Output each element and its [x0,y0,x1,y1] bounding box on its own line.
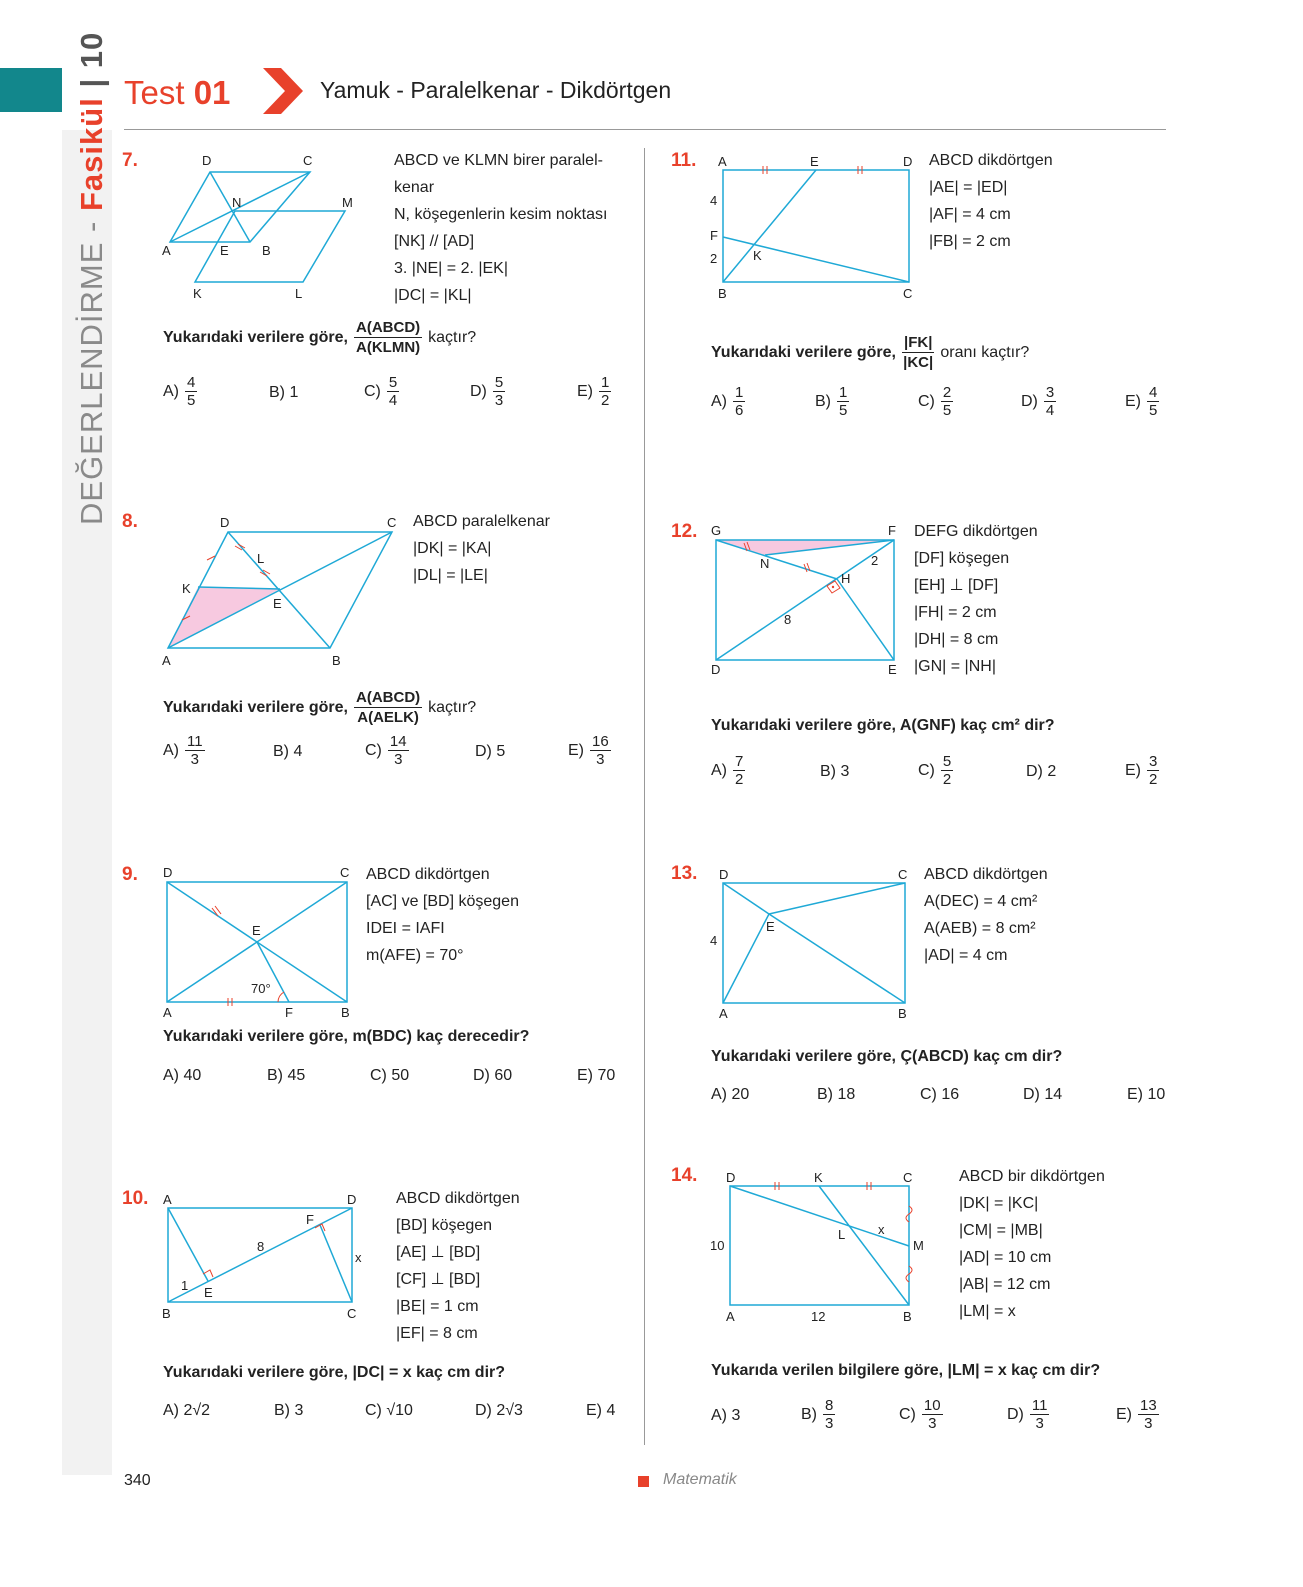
option-d[interactable]: D) $\frac{11}{3}$ [1007,1397,1048,1432]
option-c[interactable]: C) $\frac{2}{5}$ [918,384,952,419]
q10-question: Yukarıdaki verilere göre, |DC| = x kaç cm dir? [163,1364,506,1381]
svg-text:B: B [903,1309,912,1324]
svg-text:70°: 70° [251,981,271,996]
option-b[interactable]: B) 45 [267,1067,306,1084]
q12-given: DEFG dikdörtgen [DF] köşegen [EH] ⊥ [DF] |FH| = 2 cm |DH| = 8 cm |GN| = |NH| [914,523,1038,675]
option-c[interactable]: C) $\frac{5}{4}$ [364,374,398,409]
svg-text:A: A [726,1309,735,1324]
svg-text:8: 8 [784,612,792,627]
q8-given: ABCD paralelkenar |DK| = |KA| |DL| = |LE| [413,513,550,584]
option-d[interactable]: D) $\frac{3}{4}$ [1021,384,1055,419]
option-a[interactable]: A) 3 [711,1407,741,1424]
svg-text:L: L [295,286,303,301]
svg-text:D: D [719,867,729,882]
q14-figure [705,1168,935,1328]
question-number: 11. [671,150,697,171]
q12-question: Yukarıdaki verilere göre, A(GNF) kaç cm² dir? [711,717,1055,734]
option-d[interactable]: D) 14 [1023,1086,1063,1103]
svg-text:D: D [202,153,212,168]
svg-text:E: E [888,662,897,677]
q12-figure [705,520,905,680]
test-number: 01 [193,74,231,111]
option-c[interactable]: C) $\frac{5}{2}$ [918,753,952,788]
svg-text:L: L [257,551,265,566]
svg-text:A: A [162,243,171,258]
option-e[interactable]: E) $\frac{4}{5}$ [1125,384,1158,419]
svg-text:A: A [163,1192,172,1207]
svg-text:C: C [303,153,313,168]
svg-text:4: 4 [710,193,718,208]
option-b[interactable]: B) 1 [269,384,299,401]
svg-text:F: F [888,523,896,538]
option-e[interactable]: E) 4 [586,1402,616,1419]
svg-text:A: A [719,1006,728,1021]
option-a[interactable]: A) $\frac{7}{2}$ [711,753,744,788]
svg-text:2: 2 [871,553,879,568]
svg-text:B: B [262,243,271,258]
q9-figure [160,865,360,1020]
question-number: 14. [671,1165,698,1186]
question-number: 13. [671,863,698,884]
svg-text:E: E [252,923,261,938]
svg-text:H: H [841,571,851,586]
svg-text:C: C [347,1306,357,1321]
svg-text:B: B [162,1306,171,1321]
option-b[interactable]: B) $\frac{8}{3}$ [801,1397,834,1432]
svg-text:4: 4 [710,933,718,948]
header-divider [124,129,1166,130]
svg-text:x: x [355,1250,362,1265]
q14-given: ABCD bir dikdörtgen |DK| = |KC| |CM| = |MB| |AD| = 10 cm |AB| = 12 cm |LM| = x [959,1168,1105,1320]
option-b[interactable]: B) $\frac{1}{5}$ [815,384,848,419]
option-b[interactable]: B) 4 [273,743,303,760]
option-e[interactable]: E) $\frac{1}{2}$ [577,374,610,409]
option-b[interactable]: B) 3 [274,1402,304,1419]
svg-text:B: B [341,1005,350,1020]
svg-text:F: F [710,228,718,243]
option-c[interactable]: C) $\frac{14}{3}$ [365,733,407,768]
svg-text:D: D [347,1192,357,1207]
svg-text:M: M [342,195,353,210]
question-number: 10. [122,1188,149,1209]
svg-text:C: C [903,1170,913,1185]
q10-figure [160,1190,375,1330]
svg-text:12: 12 [811,1309,826,1324]
q14-question: Yukarıda verilen bilgilere göre, |LM| = x kaç cm dir? [711,1362,1101,1379]
option-d[interactable]: D) 2√3 [475,1402,523,1419]
subject-marker [638,1476,649,1487]
option-e[interactable]: E) $\frac{3}{2}$ [1125,753,1158,788]
svg-text:D: D [726,1170,736,1185]
svg-text:N: N [760,556,770,571]
svg-text:B: B [898,1006,907,1021]
option-c[interactable]: C) √10 [365,1402,413,1419]
question-number: 8. [122,511,138,532]
option-c[interactable]: C) 16 [920,1086,960,1103]
svg-text:C: C [898,867,908,882]
svg-text:F: F [285,1005,293,1020]
q10-given: ABCD dikdörtgen [BD] köşegen [AE] ⊥ [BD] [CF] ⊥ [BD] |BE| = 1 cm |EF| = 8 cm [396,1190,520,1342]
svg-text:D: D [711,662,721,677]
svg-text:K: K [193,286,202,301]
svg-text:C: C [903,286,913,301]
question-number: 9. [122,864,138,885]
option-a[interactable]: A) $\frac{4}{5}$ [163,374,196,409]
subject-label: Matematik [663,1471,737,1488]
chevron-right-icon [263,68,305,114]
option-c[interactable]: C) $\frac{10}{3}$ [899,1397,941,1432]
svg-text:1: 1 [181,1278,189,1293]
option-d[interactable]: D) 60 [473,1067,513,1084]
option-e[interactable]: E) 70 [577,1067,616,1084]
column-divider [644,148,645,1445]
option-d[interactable]: D) $\frac{5}{3}$ [470,374,504,409]
option-b[interactable]: B) 3 [820,763,850,780]
svg-text:E: E [273,596,282,611]
svg-text:E: E [766,919,775,934]
svg-text:A: A [718,154,727,169]
page-number: 340 [124,1472,151,1489]
svg-text:C: C [340,865,350,880]
question-number: 12. [671,521,698,542]
svg-text:L: L [838,1227,846,1242]
option-d[interactable]: D) 2 [1026,763,1057,780]
q13-given: ABCD dikdörtgen A(DEC) = 4 cm² A(AEB) = 8 cm² |AD| = 4 cm [924,866,1048,964]
svg-text:A: A [163,1005,172,1020]
q13-question: Yukarıdaki verilere göre, Ç(ABCD) kaç cm dir? [711,1048,1063,1065]
question-number: 7. [122,150,138,171]
svg-text:K: K [182,581,191,596]
svg-text:N: N [232,195,242,210]
side-label: DEĞERLENDİRME - Fasikül | 10 [74,31,109,525]
header-teal-bar [0,68,62,112]
svg-text:B: B [332,653,341,668]
q7-figure [160,150,390,305]
option-e[interactable]: E) $\frac{13}{3}$ [1116,1397,1157,1432]
q8-question: Yukarıdaki verilere göre, A(ABCD) A(AELK) kaçtır? [163,689,477,726]
svg-text:8: 8 [257,1239,265,1254]
option-e[interactable]: E) 10 [1127,1086,1166,1103]
svg-text:A: A [162,653,171,668]
svg-text:D: D [903,154,913,169]
svg-text:D: D [163,865,173,880]
option-a[interactable]: A) $\frac{1}{6}$ [711,384,744,419]
option-d[interactable]: D) 5 [475,743,506,760]
svg-text:M: M [913,1238,924,1253]
q11-question: Yukarıdaki verilere göre, |FK| |KC| oranı kaçtır? [711,334,1030,371]
q9-given: ABCD dikdörtgen [AC] ve [BD] köşegen IDEI = IAFI m(AFE) = 70° [366,866,519,964]
svg-text:E: E [810,154,819,169]
svg-text:G: G [711,523,722,538]
option-a[interactable]: A) 2√2 [163,1402,211,1419]
option-b[interactable]: B) 18 [817,1086,856,1103]
page-title: Yamuk - Paralelkenar - Dikdörtgen [320,77,672,103]
svg-text:x: x [878,1222,885,1237]
svg-text:E: E [204,1285,213,1300]
svg-text:10: 10 [710,1238,725,1253]
svg-text:K: K [814,1170,823,1185]
q7-given: ABCD ve KLMN birer paralel- kenar N, köşegenlerin kesim noktası [NK] // [AD] 3. |NE| = 2. |EK| |DC| = |KL| [394,152,608,304]
q11-figure [705,150,920,305]
q8-figure [160,512,405,672]
option-a[interactable]: A) 40 [163,1067,202,1084]
svg-text:C: C [387,515,397,530]
test-label [124,74,230,112]
q7-question: Yukarıdaki verilere göre, A(ABCD) A(KLMN) kaçtır? [163,319,477,356]
option-c[interactable]: C) 50 [370,1067,410,1084]
q13-figure [705,865,920,1025]
svg-text:D: D [220,515,230,530]
svg-text:E: E [220,243,229,258]
option-e[interactable]: E) $\frac{16}{3}$ [568,733,609,768]
q11-given: ABCD dikdörtgen |AE| = |ED| |AF| = 4 cm |FB| = 2 cm [929,152,1053,250]
brand-logo: Fasikül [74,97,109,211]
svg-text:F: F [306,1212,314,1227]
test-word: Test [124,74,185,111]
svg-text:2: 2 [710,251,718,266]
option-a[interactable]: A) 20 [711,1086,750,1103]
svg-text:K: K [753,248,762,263]
svg-text:B: B [718,286,727,301]
q9-question: Yukarıdaki verilere göre, m(BDC) kaç derecedir? [163,1028,530,1045]
option-a[interactable]: A) $\frac{11}{3}$ [163,733,203,768]
